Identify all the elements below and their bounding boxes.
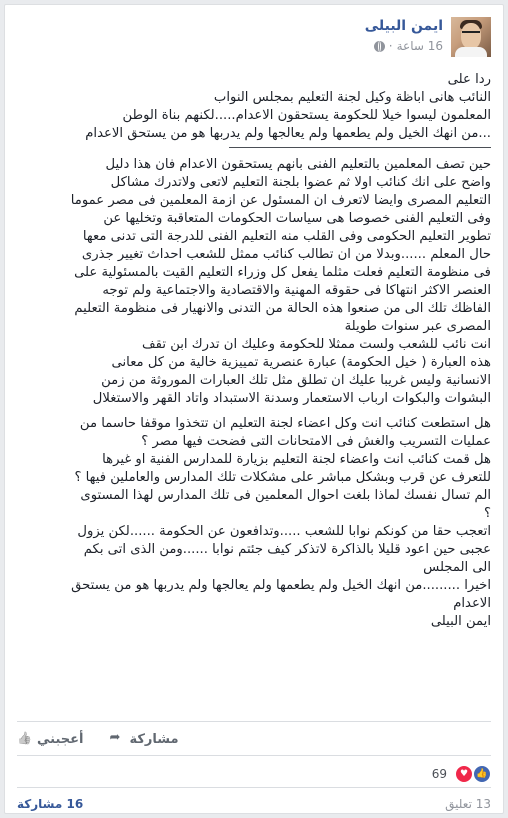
- body-line: التعليم المصرى وايضا لاتعرف ان المسئول عن ازمة المعلمين فى مصر عموما: [70, 193, 491, 208]
- body-gap: [15, 408, 491, 415]
- body-line: المعلمون ليسوا خيلا للحكومة يستحقون الاعدام.....لكنهم بناة الوطن: [122, 108, 491, 123]
- body-line: ايمن البيلى: [430, 614, 491, 629]
- body-line: ردا على: [447, 72, 491, 87]
- body-line: المصرى عبر سنوات طويلة: [344, 319, 491, 334]
- post-time[interactable]: 16 ساعة: [396, 39, 443, 53]
- divider-bottom: [17, 787, 491, 788]
- like-label: أعجبني: [37, 731, 84, 747]
- reaction-count: 69: [431, 767, 447, 781]
- body-line: ؟: [484, 506, 491, 521]
- header-info: [365, 17, 443, 55]
- body-line: للتعرف عن قرب وبشكل مباشر على مشكلات تلك المدارس والعاملين فيها ؟: [74, 470, 491, 485]
- body-line: الى المجلس: [423, 560, 491, 575]
- body-line: النائب هانى اباظة وكيل لجنة التعليم بمجلس النواب: [213, 90, 491, 105]
- post-meta: [365, 37, 443, 55]
- shares-count[interactable]: 16 مشاركة: [17, 797, 84, 811]
- share-button[interactable]: [109, 732, 178, 747]
- reactions-summary[interactable]: [432, 763, 491, 785]
- body-separator: [229, 147, 491, 148]
- author-name[interactable]: ايمن البيلى: [364, 18, 443, 34]
- share-arrow-icon: [109, 733, 123, 745]
- avatar-shirt: [455, 47, 487, 57]
- post-actions: [17, 725, 491, 753]
- body-line: هل قمت كنائب انت واعضاء لجنة التعليم بزيارة للمدارس الفنية او غيرها: [102, 452, 491, 467]
- body-line: الم تسال نفسك لماذا بلغت احوال المعلمين فى تلك المدارس لهذا المستوى: [80, 488, 491, 503]
- body-line: فى منظومة التعليم فعلت مثلما يفعل كل وزراء التعليم القيت بالمسئولية على: [74, 265, 491, 280]
- body-line: العنصر الاكثر انتهاكا فى حقوقه المهنية والاقتصادية والاجتماعية ولم توجه: [102, 283, 491, 298]
- body-line: تطوير التعليم الحكومى وفى القلب منه التعليم الفنى للدرجة التى تدنى معها: [82, 229, 491, 244]
- post-footer: [17, 795, 491, 813]
- body-line: الانسانية وليس غريبا عليك ان تطلق مثل تلك العبارات الموروثة من زمن: [101, 373, 491, 388]
- body-line: عجبى حين اعود قليلا بالذاكرة لاتذكر كيف جئتم نوابا ......ومن الذى اتى بكم: [83, 542, 491, 557]
- share-label: مشاركة: [129, 731, 179, 747]
- post-body: [15, 71, 491, 631]
- like-reaction-icon: 👍: [473, 765, 491, 783]
- body-line: الاعدام: [453, 596, 491, 611]
- like-button[interactable]: [17, 732, 83, 747]
- author-avatar[interactable]: [451, 17, 491, 57]
- thumbs-up-icon: [17, 732, 31, 746]
- post-header: [365, 17, 491, 63]
- globe-icon[interactable]: [374, 41, 385, 52]
- body-line: البشوات والبكوات ارباب الاستعمار وسدنة الاستبداد واتاد القهر والاستغلال: [92, 391, 491, 406]
- body-line: هذه العبارة ( خيل الحكومة) عبارة عنصرية تمييزية خالية من كل معانى: [111, 355, 491, 370]
- meta-dot: ·: [388, 39, 393, 53]
- body-line: واضح على انك كنائب اولا ثم عضوا بلجنة التعليم لاتعى ولاتدرك مشاكل: [110, 175, 491, 190]
- body-line: الفاظك تلك الى من صنعوا هذه الحالة من التدنى والانهيار فى منظومة التعليم: [74, 301, 491, 316]
- body-line: وفى التعليم الفنى خصوصا هى سياسات الحكومات المتعاقبة وتخليها عن: [103, 211, 491, 226]
- body-line: حين تصف المعلمين بالتعليم الفنى بانهم يستحقون الاعدام فان هذا دليل: [105, 157, 491, 172]
- body-line: اخيرا .........من انهك الخيل ولم يطعمها ولم يعالجها ولم يدربها هو من يستحق: [71, 578, 491, 593]
- post-card: [4, 4, 504, 814]
- divider-mid: [17, 755, 491, 756]
- body-line: حال المعلم ......وبدلا من ان تطالب كنائب ممثل للشعب احداث تغيير جذرى: [81, 247, 491, 262]
- love-reaction-icon: ♥: [455, 765, 473, 783]
- body-line: عمليات التسريب والغش فى الامتحانات التى فضحت فيها مصر ؟: [141, 434, 491, 449]
- body-line: اتعجب حقا من كونكم نوابا للشعب .....وتدافعون عن الحكومة ......لكن يزول: [77, 524, 491, 539]
- avatar-glasses: [462, 31, 480, 38]
- comments-count[interactable]: 13 تعليق: [445, 797, 491, 811]
- body-line: ...من انهك الخيل ولم يطعمها ولم يعالجها ولم يدربها هو من يستحق الاعدام: [85, 126, 491, 141]
- divider-top: [17, 721, 491, 722]
- body-line: انت نائب للشعب ولست ممثلا للحكومة وعليك ان تدرك ابن تقف: [142, 337, 491, 352]
- body-line: هل استطعت كنائب انت وكل اعضاء لجنة التعليم ان تتخذوا موقفا حاسما من: [79, 416, 491, 431]
